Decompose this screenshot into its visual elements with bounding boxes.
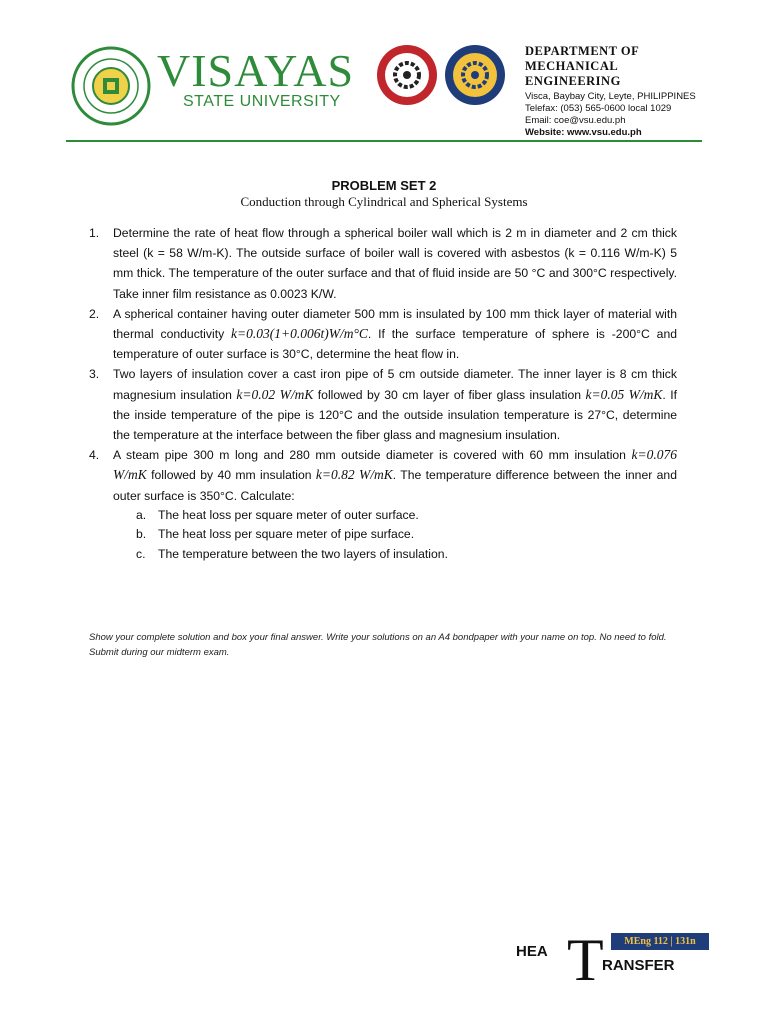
- problem-text: [113, 364, 677, 445]
- problem-text: [113, 223, 677, 304]
- sub-item-letter: a.: [136, 507, 147, 522]
- problem-text-part: . If the inside temperature of the pipe is 120°C and the outside insulation temperature is 27°C, determine the temperature at the interface between the fiber glass and magnesium insulation.: [113, 387, 678, 443]
- problem-item: [89, 223, 677, 304]
- department-line: DEPARTMENT OF: [525, 44, 640, 58]
- problem-text-part: followed by 30 cm layer of fiber glass insulation: [313, 387, 586, 402]
- sub-item: [136, 545, 677, 565]
- problem-text-part: Two layers of insulation cover a cast iron pipe of 5 cm outside diameter. The inner layer is 8 cm thick magnesium insulation: [113, 367, 677, 402]
- sub-item: [136, 506, 677, 526]
- problem-list: [89, 223, 677, 564]
- problem-text: [113, 445, 677, 506]
- problem-number: 4.: [89, 448, 100, 463]
- problem-item: [89, 364, 677, 445]
- website: [525, 127, 696, 139]
- contact-info: [525, 91, 696, 139]
- email: Email: coe@vsu.edu.ph: [525, 115, 626, 126]
- sub-item-text: The temperature between the two layers of insulation.: [158, 546, 448, 561]
- footer-big-t: T: [567, 927, 604, 993]
- sub-item-text: The heat loss per square meter of pipe surface.: [158, 527, 415, 542]
- page-subtitle: Conduction through Cylindrical and Spherical Systems: [240, 194, 528, 209]
- footer-ransfer: RANSFER: [602, 957, 675, 974]
- problem-item: [89, 445, 677, 506]
- formula: k=0.05 W/mK: [585, 386, 663, 402]
- sub-item: [136, 525, 677, 545]
- formula: k=0.82 W/mK: [315, 467, 393, 483]
- sub-item-letter: b.: [136, 527, 147, 542]
- problem-number: 1.: [89, 226, 100, 240]
- formula: k=0.02 W/mK: [236, 386, 314, 402]
- telefax: Telefax: (053) 565-0600 local 1029: [525, 103, 672, 114]
- sub-item-text: The heat loss per square meter of outer surface.: [158, 507, 419, 522]
- university-wordmark: VISAYAS: [157, 45, 355, 96]
- website-url: www.vsu.edu.ph: [564, 127, 642, 138]
- footer-hea: HEA: [516, 943, 548, 960]
- problem-text-part: . If the surface temperature of sphere is -200°C and temperature of outer surface is 30°C, determine the heat flow in.: [113, 327, 677, 362]
- header-divider: [66, 140, 702, 142]
- problem-text-part: Determine the rate of heat flow through a spherical boiler wall which is 2 m in diameter and 2 cm thick steel (k = 58 W/m-K). The outside surface of boiler wall is covered with asbestos (k = 0.116 W/m-K) 5 mm thick. The temperature of the outer surface and that of fluid inside are 50 °C and 300°C respectively. Take inner film resistance as 0.0023 K/W.: [113, 226, 677, 301]
- problem-text-part: A spherical container having outer diameter 500 mm is insulated by 100 mm thick layer of material with thermal conductivity: [113, 306, 677, 342]
- problem-text-part: . The temperature difference between the inner and outer surface is 350°C. Calculate:: [113, 468, 677, 503]
- page-title: PROBLEM SET 2: [331, 178, 437, 193]
- formula: k=0.03(1+0.006t)W/m°C: [231, 326, 368, 342]
- problem-text-part: followed by 40 mm insulation: [146, 468, 316, 483]
- society-emblem-logo: [444, 44, 506, 106]
- address: Visca, Baybay City, Leyte, PHILIPPINES: [525, 91, 696, 102]
- department-line: ENGINEERING: [525, 74, 621, 88]
- website-label: Website:: [525, 127, 565, 138]
- department-name: [525, 44, 639, 89]
- problem-item: [89, 304, 677, 365]
- problem-number: 2.: [89, 306, 100, 321]
- problem-number: 3.: [89, 367, 100, 382]
- department-emblem-logo: [376, 44, 438, 106]
- department-line: MECHANICAL: [525, 59, 619, 73]
- instructions-note: Show your complete solution and box your final answer. Write your solutions on an A4 bondpaper with your name on top. No need to fold. Submit during our midterm exam.: [89, 632, 667, 658]
- sub-item-letter: c.: [136, 546, 146, 561]
- university-subtitle: STATE UNIVERSITY: [183, 93, 341, 110]
- course-badge: MEng 112 | 131n: [611, 933, 709, 950]
- formula: k=0.076 W/mK: [113, 447, 677, 483]
- problem-text: [113, 304, 677, 365]
- problem-text-part: A steam pipe 300 m long and 280 mm outside diameter is covered with 60 mm insulation: [113, 448, 632, 463]
- university-seal-logo: [71, 46, 151, 126]
